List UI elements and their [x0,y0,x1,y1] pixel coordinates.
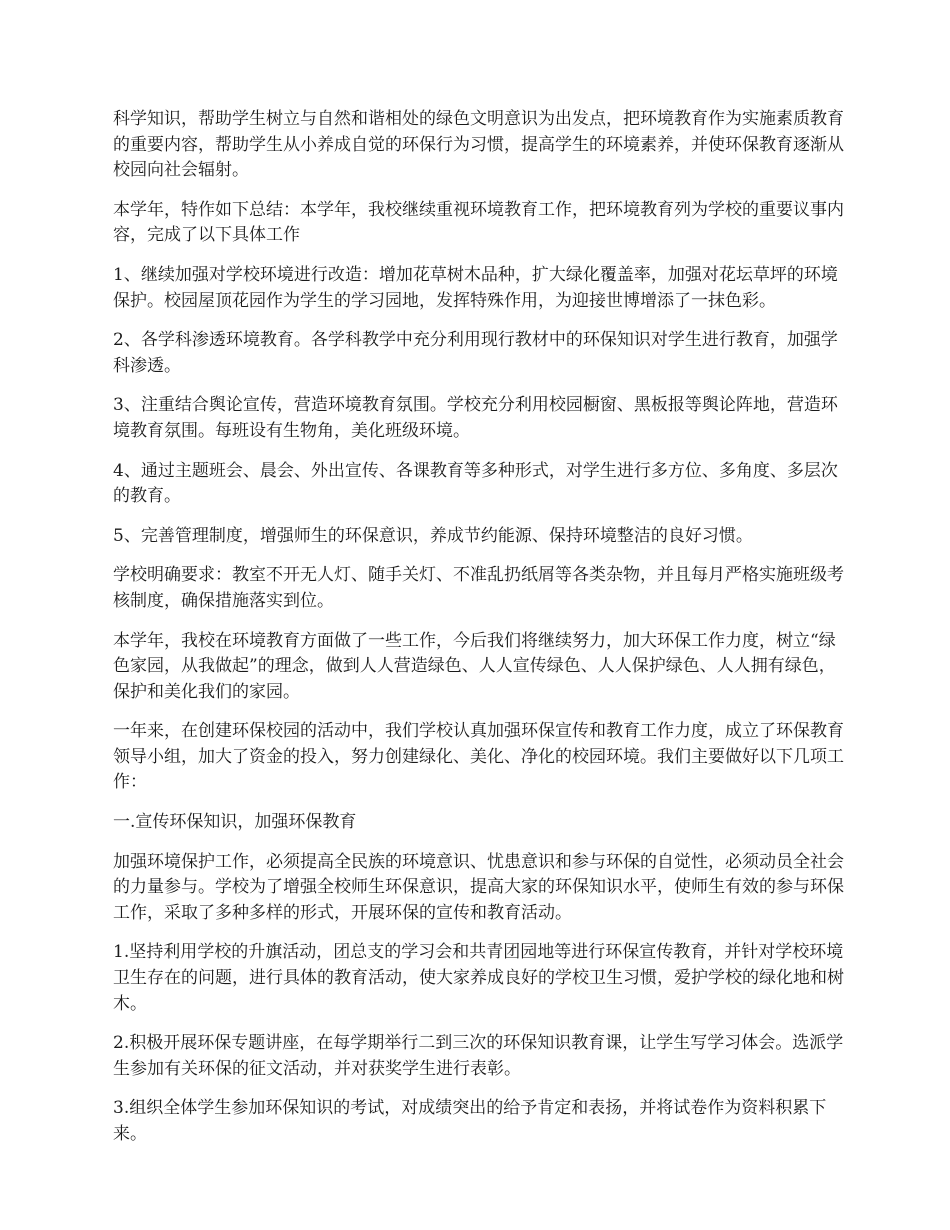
paragraph-item-3: 3、注重结合舆论宣传，营造环境教育氛围。学校充分利用校园橱窗、黑板报等舆论阵地，营造环境教育氛围。每班设有生物角，美化班级环境。 [113,395,838,441]
paragraph-item-5: 5、完善管理制度，增强师生的环保意识，养成节约能源、保持环境整洁的良好习惯。 [113,525,753,546]
paragraph-school-requirements: 学校明确要求：教室不开无人灯、随手关灯、不准乱扔纸屑等各类杂物，并且每月严格实施班级考核制度，确保措施落实到位。 [113,565,844,611]
paragraph-future-plans: 本学年，我校在环境教育方面做了一些工作，今后我们将继续努力，加大环保工作力度，树立“绿色家园，从我做起”的理念，做到人人营造绿色、人人宣传绿色、人人保护绿色、人人拥有绿色，保护和美化我们的家园。 [113,630,836,702]
paragraph-item-1: 1、继续加强对学校环境进行改造：增加花草树木品种，扩大绿化覆盖率，加强对花坛草坪的环境保护。校园屋顶花园作为学生的学习园地，发挥特殊作用，为迎接世博增添了一抹色彩。 [113,264,838,311]
paragraph-section-1-body: 加强环境保护工作，必须提高全民族的环境意识、忧患意识和参与环保的自觉性，必须动员全社会的力量参与。学校为了增强全校师生环保意识，提高大家的环保知识水平，使师生有效的参与环保工作，采取了多种多样的形式，开展环保的宣传和教育活动。 [113,851,844,923]
paragraph-item-4: 4、通过主题班会、晨会、外出宣传、各课教育等多种形式，对学生进行多方位、多角度、多层次的教育。 [113,460,838,507]
paragraph-year-review: 一年来，在创建环保校园的活动中，我们学校认真加强环保宣传和教育工作力度，成立了环保教育领导小组，加大了资金的投入，努力创建绿化、美化、净化的校园环境。我们主要做好以下几项工作： [113,721,844,793]
paragraph-summary-intro: 本学年，特作如下总结：本学年，我校继续重视环境教育工作，把环境教育列为学校的重要议事内容，完成了以下具体工作 [113,199,844,246]
paragraph-item-2: 2、各学科渗透环境教育。各学科教学中充分利用现行教材中的环保知识对学生进行教育，加强学科渗透。 [113,330,838,376]
section-heading-1: 一.宣传环保知识，加强环保教育 [113,812,357,833]
paragraph-intro-continued: 科学知识，帮助学生树立与自然和谐相处的绿色文明意识为出发点，把环境教育作为实施素质教育的重要内容，帮助学生从小养成自觉的环保行为习惯，提高学生的环境素养，并使环保教育逐渐从校园向社会辐射。 [113,109,844,181]
paragraph-section-1-item-2: 2.积极开展环保专题讲座，在每学期举行二到三次的环保知识教育课，让学生写学习体会。选派学生参加有关环保的征文活动，并对获奖学生进行表彰。 [113,1033,844,1079]
paragraph-section-1-item-3: 3.组织全体学生参加环保知识的考试，对成绩突出的给予肯定和表扬，并将试卷作为资料积累下来。 [113,1098,827,1144]
paragraph-section-1-item-1: 1.坚持利用学校的升旗活动，团总支的学习会和共青团园地等进行环保宣传教育，并针对学校环境卫生存在的问题，进行具体的教育活动，使大家养成良好的学校卫生习惯，爱护学校的绿化地和树木。 [113,942,844,1014]
